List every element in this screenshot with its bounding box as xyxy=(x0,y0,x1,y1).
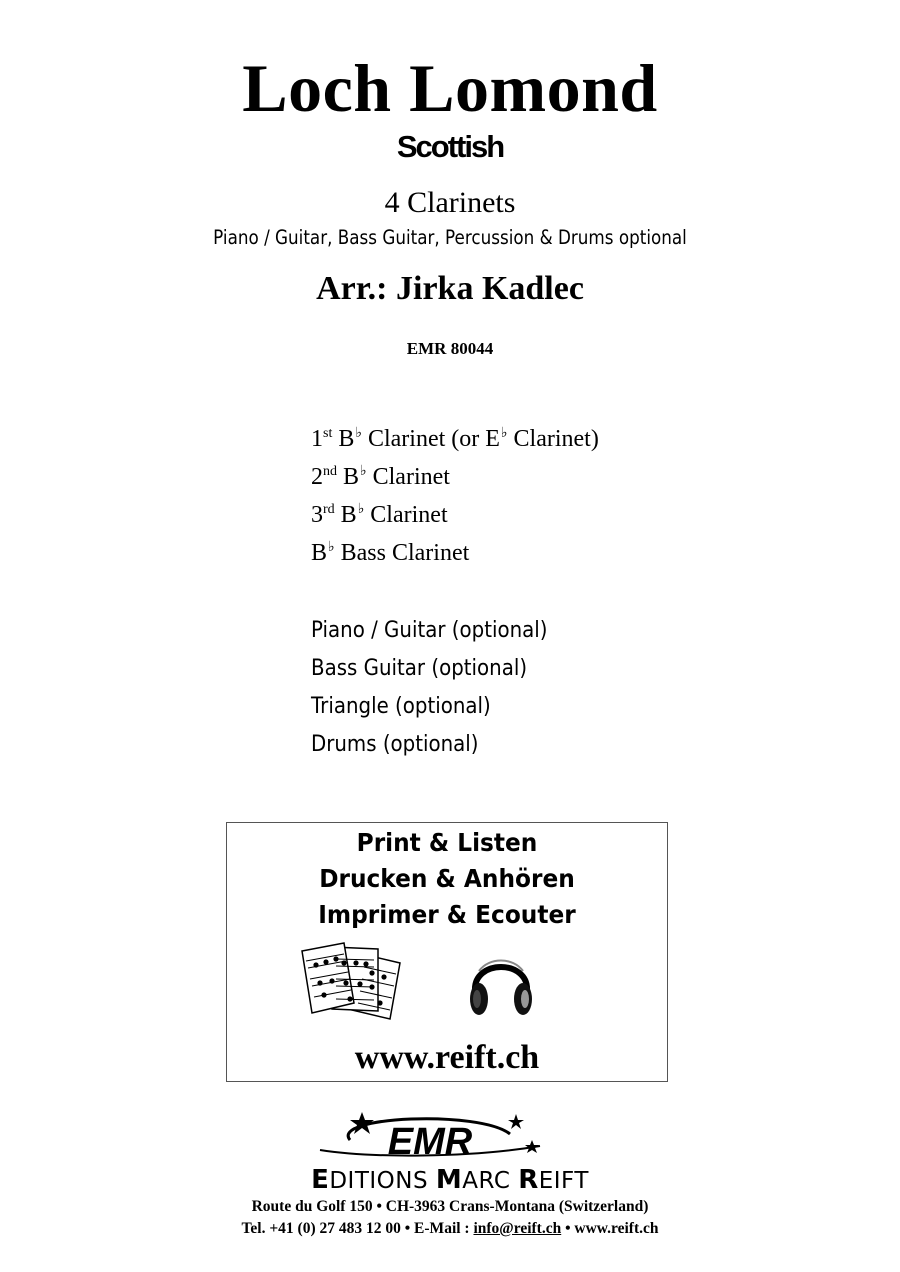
flat-icon: ♭ xyxy=(360,464,367,479)
sheet-music-icon xyxy=(300,941,410,1030)
optional-part: Drums (optional) xyxy=(311,732,479,757)
headphones-icon xyxy=(465,947,537,1024)
key-letter: B xyxy=(338,426,355,452)
optional-parts-list xyxy=(311,612,547,764)
part-text: Clarinet xyxy=(366,464,450,490)
optional-part: Piano / Guitar (optional) xyxy=(311,618,548,643)
key-letter: B xyxy=(340,502,357,528)
print-listen-box xyxy=(226,822,668,1082)
publisher-contact xyxy=(0,1218,900,1240)
part-text: Clarinet xyxy=(364,502,448,528)
initial: R xyxy=(518,1165,539,1195)
publisher-address: Route du Golf 150 • CH-3963 Crans-Montana (Switzerland) xyxy=(251,1198,649,1215)
website-link[interactable]: www.reift.ch xyxy=(354,1039,540,1076)
name-part: EIFT xyxy=(538,1168,589,1194)
ordinal-suffix: rd xyxy=(323,502,335,517)
part-number: 1 xyxy=(311,426,323,452)
part-text: Clarinet (or E xyxy=(361,426,500,452)
emr-logo xyxy=(310,1112,550,1169)
page-title: Loch Lomond xyxy=(242,50,658,126)
part-1 xyxy=(311,420,599,458)
promo-line-french: Imprimer & Ecouter xyxy=(318,900,576,929)
part-text: Clarinet) xyxy=(507,426,599,452)
flat-icon: ♭ xyxy=(500,426,508,441)
subtitle: Scottish xyxy=(396,129,504,164)
flat-icon: ♭ xyxy=(357,502,365,517)
initial: E xyxy=(311,1165,330,1195)
key-letter: B xyxy=(311,540,328,566)
publisher-name xyxy=(0,1165,900,1196)
contact-text: Tel. +41 (0) 27 483 12 00 • E-Mail : xyxy=(241,1220,474,1237)
arranger: Arr.: Jirka Kadlec xyxy=(316,270,584,307)
logo-text: EMR xyxy=(387,1121,473,1163)
name-part: DITIONS xyxy=(329,1168,436,1194)
initial: M xyxy=(435,1165,463,1195)
instrumentation: 4 Clarinets xyxy=(384,186,516,219)
email-link[interactable]: info@reift.ch xyxy=(473,1220,562,1237)
ordinal-suffix: st xyxy=(323,426,333,441)
part-4 xyxy=(311,534,599,572)
promo-line-english: Print & Listen xyxy=(356,828,538,857)
part-text: Bass Clarinet xyxy=(334,540,470,566)
part-3 xyxy=(311,496,599,534)
instrumentation-subline: Piano / Guitar, Bass Guitar, Percussion & Drums optional xyxy=(213,226,687,249)
flat-icon: ♭ xyxy=(355,426,362,441)
part-number: 2 xyxy=(311,464,323,490)
part-number: 3 xyxy=(311,502,323,528)
ordinal-suffix: nd xyxy=(323,464,337,479)
flat-icon: ♭ xyxy=(328,540,335,555)
part-2 xyxy=(311,458,599,496)
optional-part: Triangle (optional) xyxy=(311,694,491,719)
catalog-number: EMR 80044 xyxy=(406,339,494,358)
key-letter: B xyxy=(343,464,360,490)
optional-part: Bass Guitar (optional) xyxy=(311,656,528,681)
promo-line-german: Drucken & Anhören xyxy=(319,864,575,893)
parts-list xyxy=(311,420,599,572)
contact-web: • www.reift.ch xyxy=(561,1220,659,1237)
name-part: ARC xyxy=(462,1168,519,1194)
